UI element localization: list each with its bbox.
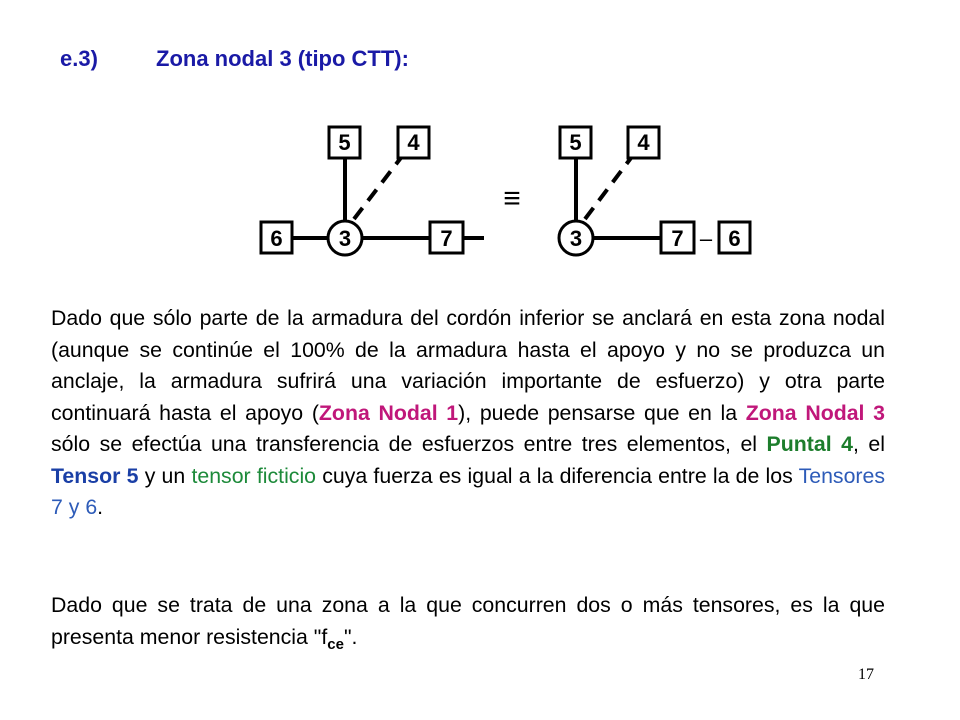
box-label: 5 <box>338 130 351 155</box>
paragraph-text: ". <box>343 624 358 649</box>
difference-dash: – <box>699 226 713 251</box>
section-title: Zona nodal 3 (tipo CTT): <box>156 46 409 71</box>
paragraph-text: Dado que se trata de una zona a la que concurren dos o más tensores, es la que presenta menor resistencia "f <box>51 593 885 649</box>
paragraph-text: sólo se efectúa una transferencia de esfuerzos entre tres elementos, el <box>51 432 767 456</box>
page-number: 17 <box>858 666 874 683</box>
tensores-7-6-highlight: Tensores 7 y 6 <box>51 463 886 519</box>
section-number: e.3) <box>60 46 98 71</box>
box-label: 7 <box>440 226 453 251</box>
box-label: 4 <box>637 130 650 155</box>
explanation-paragraph <box>51 303 885 524</box>
box-label: 7 <box>671 226 684 251</box>
paragraph-text: cuya fuerza es igual a la diferencia entre la de los <box>316 463 799 488</box>
tensor-ficticio-highlight: tensor ficticio <box>191 463 317 488</box>
paragraph-text: . <box>97 495 104 519</box>
fce-subscript: ce <box>327 635 344 653</box>
equivalence-symbol: ≡ <box>503 182 521 215</box>
node-label: 3 <box>338 226 352 251</box>
box-label: 4 <box>407 130 420 155</box>
right-diagram <box>559 127 750 255</box>
paragraph-text: y un <box>138 463 192 488</box>
zona-nodal-1-highlight: Zona Nodal 1 <box>318 400 459 425</box>
section-heading <box>60 46 409 72</box>
paragraph-text: ), puede pensarse que en la <box>458 400 746 425</box>
box-label: 5 <box>569 130 582 155</box>
box-label: 6 <box>270 226 283 251</box>
node-label: 3 <box>569 226 583 251</box>
nodal-zone-diagram <box>228 98 776 280</box>
left-diagram <box>261 127 484 255</box>
box-label: 6 <box>728 226 741 251</box>
tensor-5-highlight: Tensor 5 <box>51 463 139 488</box>
paragraph-text: , el <box>852 432 885 456</box>
resistance-paragraph <box>51 590 885 660</box>
paragraph-text: Dado que sólo parte de la armadura del cordón inferior se anclará en esta zona nodal (aunque se continúe el 100% de la armadura hasta el apoyo y no se produzca un anclaje, la armadura sufrirá una variación importante de esfuerzo) y otra parte continuará hasta el apoyo ( <box>51 306 885 425</box>
zona-nodal-3-highlight: Zona Nodal 3 <box>745 400 885 425</box>
puntal-4-highlight: Puntal 4 <box>766 432 853 456</box>
